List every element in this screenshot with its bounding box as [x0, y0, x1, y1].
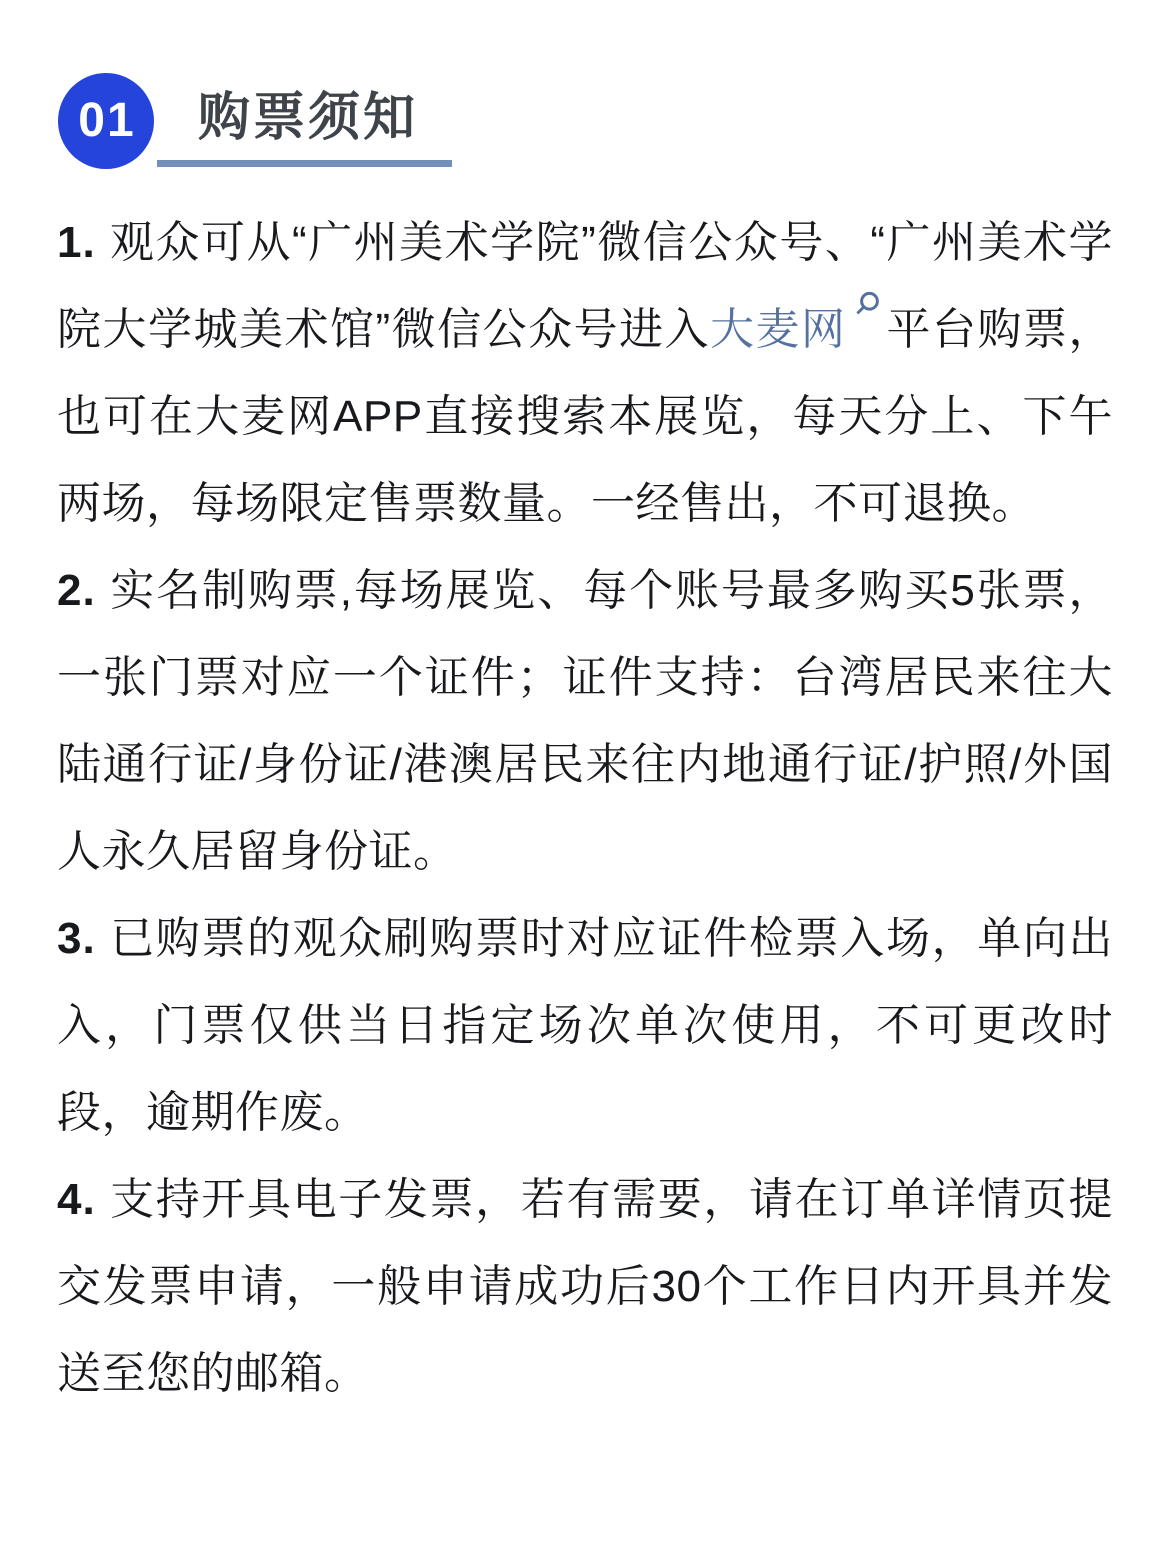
notice-item — [57, 895, 1113, 1156]
item-text: 支持开具电子发票，若有需要，请在订单详情页提交发票申请，一般申请成功后30个工作日内开具并发送至您的邮箱。 — [57, 1175, 1113, 1398]
notice-item — [57, 199, 1113, 547]
item-text: 平台购票，也可在大麦网APP直接搜索本展览，每天分上、下午两场，每场限定售票数量。一经售出，不可退换。 — [57, 305, 1114, 528]
item-number: 4. — [57, 1175, 111, 1224]
item-text: 已购票的观众刷购票时对应证件检票入场，单向出入，门票仅供当日指定场次单次使用，不可更改时段，逾期作废。 — [57, 914, 1113, 1137]
notice-list — [0, 199, 1170, 1417]
title-underline — [157, 160, 452, 167]
section-number-badge — [58, 73, 154, 169]
item-number: 1. — [57, 218, 110, 267]
item-text: 实名制购票,每场展览、每个账号最多购买5张票，一张门票对应一个证件；证件支持：台湾居民来往大陆通行证/身份证/港澳居民来往内地通行证/护照/外国人永久居留身份证。 — [57, 566, 1113, 876]
page-title: 购票须知 — [198, 89, 419, 147]
item-number: 3. — [57, 914, 111, 963]
item-number: 2. — [57, 566, 111, 615]
notice-item — [57, 547, 1113, 895]
section-number: 01 — [78, 94, 136, 147]
item-text: 观众可从“广州美术学院”微信公众号、“广州美术学院大学城美术馆”微信公众号进入 — [57, 218, 1113, 354]
search-icon — [852, 290, 882, 320]
notice-item — [57, 1156, 1113, 1417]
damai-link[interactable]: 大麦网 — [710, 305, 885, 354]
section-header — [0, 0, 1170, 168]
